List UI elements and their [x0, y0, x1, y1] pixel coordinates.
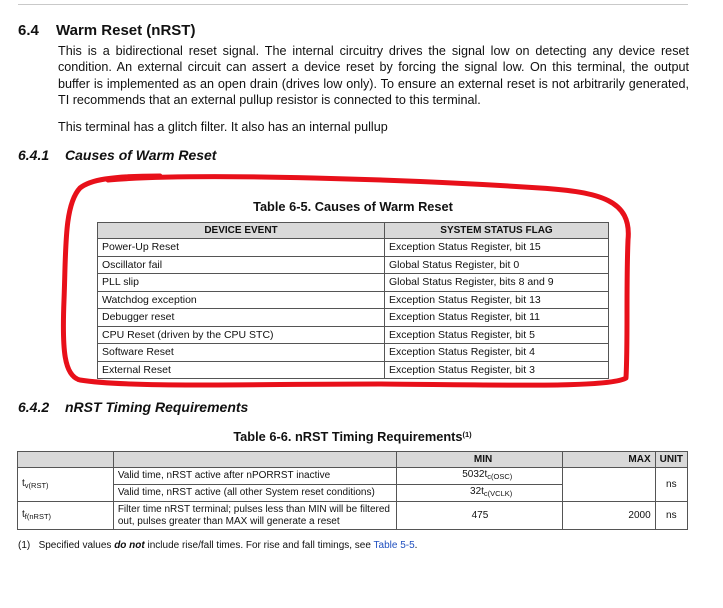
- paragraph-glitch-filter: This terminal has a glitch filter. It also has an internal pullup: [58, 120, 388, 134]
- symbol-subscript: f(nRST): [24, 511, 52, 521]
- device-event-cell: Oscillator fail: [98, 256, 385, 274]
- table-caption: Table 6-5. Causes of Warm Reset: [253, 199, 453, 214]
- footnote-text-before: Specified values: [38, 540, 115, 551]
- status-flag-cell: Global Status Register, bits 8 and 9: [385, 274, 609, 292]
- column-header-status-flag: SYSTEM STATUS FLAG: [385, 223, 609, 239]
- footnote-marker: (1): [18, 540, 31, 551]
- nrst-timing-table: [17, 451, 688, 530]
- device-event-cell: Power-Up Reset: [98, 239, 385, 257]
- symbol-text: t: [22, 477, 25, 489]
- device-event-cell: PLL slip: [98, 274, 385, 292]
- min-cell: 475: [396, 502, 562, 530]
- subsection-title: nRST Timing Requirements: [65, 399, 249, 415]
- footnote-emphasis: do not: [114, 540, 145, 551]
- table-row: [18, 502, 688, 530]
- device-event-cell: Software Reset: [98, 344, 385, 362]
- max-cell: 2000: [563, 502, 655, 530]
- column-header-min: MIN: [396, 452, 562, 468]
- description-cell: Valid time, nRST active (all other System reset conditions): [113, 485, 396, 502]
- device-event-cell: External Reset: [98, 361, 385, 379]
- status-flag-cell: Exception Status Register, bit 15: [385, 239, 609, 257]
- subsection-heading-timing: [18, 399, 248, 415]
- symbol-text: t: [22, 508, 25, 520]
- min-value: 32t: [470, 486, 484, 497]
- subsection-number: 6.4.1: [18, 147, 50, 163]
- column-header-max: MAX: [563, 452, 655, 468]
- min-subscript: c(OSC): [487, 472, 513, 481]
- table-header-row: [18, 452, 688, 468]
- table-caption: [17, 429, 688, 444]
- description-cell: Valid time, nRST active after nPORRST inactive: [113, 468, 396, 485]
- max-cell: [563, 468, 655, 502]
- status-flag-cell: Exception Status Register, bit 4: [385, 344, 609, 362]
- column-header-symbol: [18, 452, 114, 468]
- device-event-cell: CPU Reset (driven by the CPU STC): [98, 326, 385, 344]
- min-cell: [396, 468, 562, 485]
- min-value: 5032t: [462, 469, 488, 480]
- section-number: 6.4: [18, 22, 39, 39]
- status-flag-cell: Exception Status Register, bit 3: [385, 361, 609, 379]
- symbol-cell: [18, 502, 114, 530]
- column-header-device-event: DEVICE EVENT: [98, 223, 385, 239]
- device-event-cell: Watchdog exception: [98, 291, 385, 309]
- column-header-description: [113, 452, 396, 468]
- unit-cell: ns: [655, 502, 687, 530]
- footnote-end: .: [414, 540, 418, 551]
- subsection-number: 6.4.2: [18, 399, 50, 415]
- device-event-cell: Debugger reset: [98, 309, 385, 327]
- paragraph-description: This is a bidirectional reset signal. The internal circuitry drives the signal low on detecting any device reset condition. An external circuit can assert a device reset by forcing the signal low. On this terminal, the output buffer is implemented as an open drain (drives low only). To ensure an external reset is not arbitrarily generated, TI recommends that an external pullup resistor is connected to this terminal.: [58, 44, 689, 107]
- table-5-5-link[interactable]: Table 5-5: [373, 540, 415, 551]
- unit-cell: ns: [655, 468, 687, 502]
- symbol-subscript: v(RST): [24, 480, 49, 490]
- min-subscript: c(VCLK): [483, 489, 513, 498]
- symbol-cell: [18, 468, 114, 502]
- column-header-unit: UNIT: [655, 452, 687, 468]
- table-row: [18, 468, 688, 485]
- status-flag-cell: Exception Status Register, bit 13: [385, 291, 609, 309]
- section-title: Warm Reset (nRST): [56, 22, 196, 39]
- min-cell: [396, 485, 562, 502]
- table-footnote: [18, 540, 417, 551]
- caption-footnote-marker: (1): [462, 430, 472, 439]
- status-flag-cell: Exception Status Register, bit 5: [385, 326, 609, 344]
- status-flag-cell: Exception Status Register, bit 11: [385, 309, 609, 327]
- table-caption-text: Table 6-6. nRST Timing Requirements: [233, 429, 463, 444]
- description-cell: Filter time nRST terminal; pulses less than MIN will be filtered out, pulses greater than MAX will generate a reset: [113, 502, 396, 530]
- status-flag-cell: Global Status Register, bit 0: [385, 256, 609, 274]
- subsection-title: Causes of Warm Reset: [65, 147, 217, 163]
- footnote-text-after: include rise/fall times. For rise and fall timings, see: [144, 540, 374, 551]
